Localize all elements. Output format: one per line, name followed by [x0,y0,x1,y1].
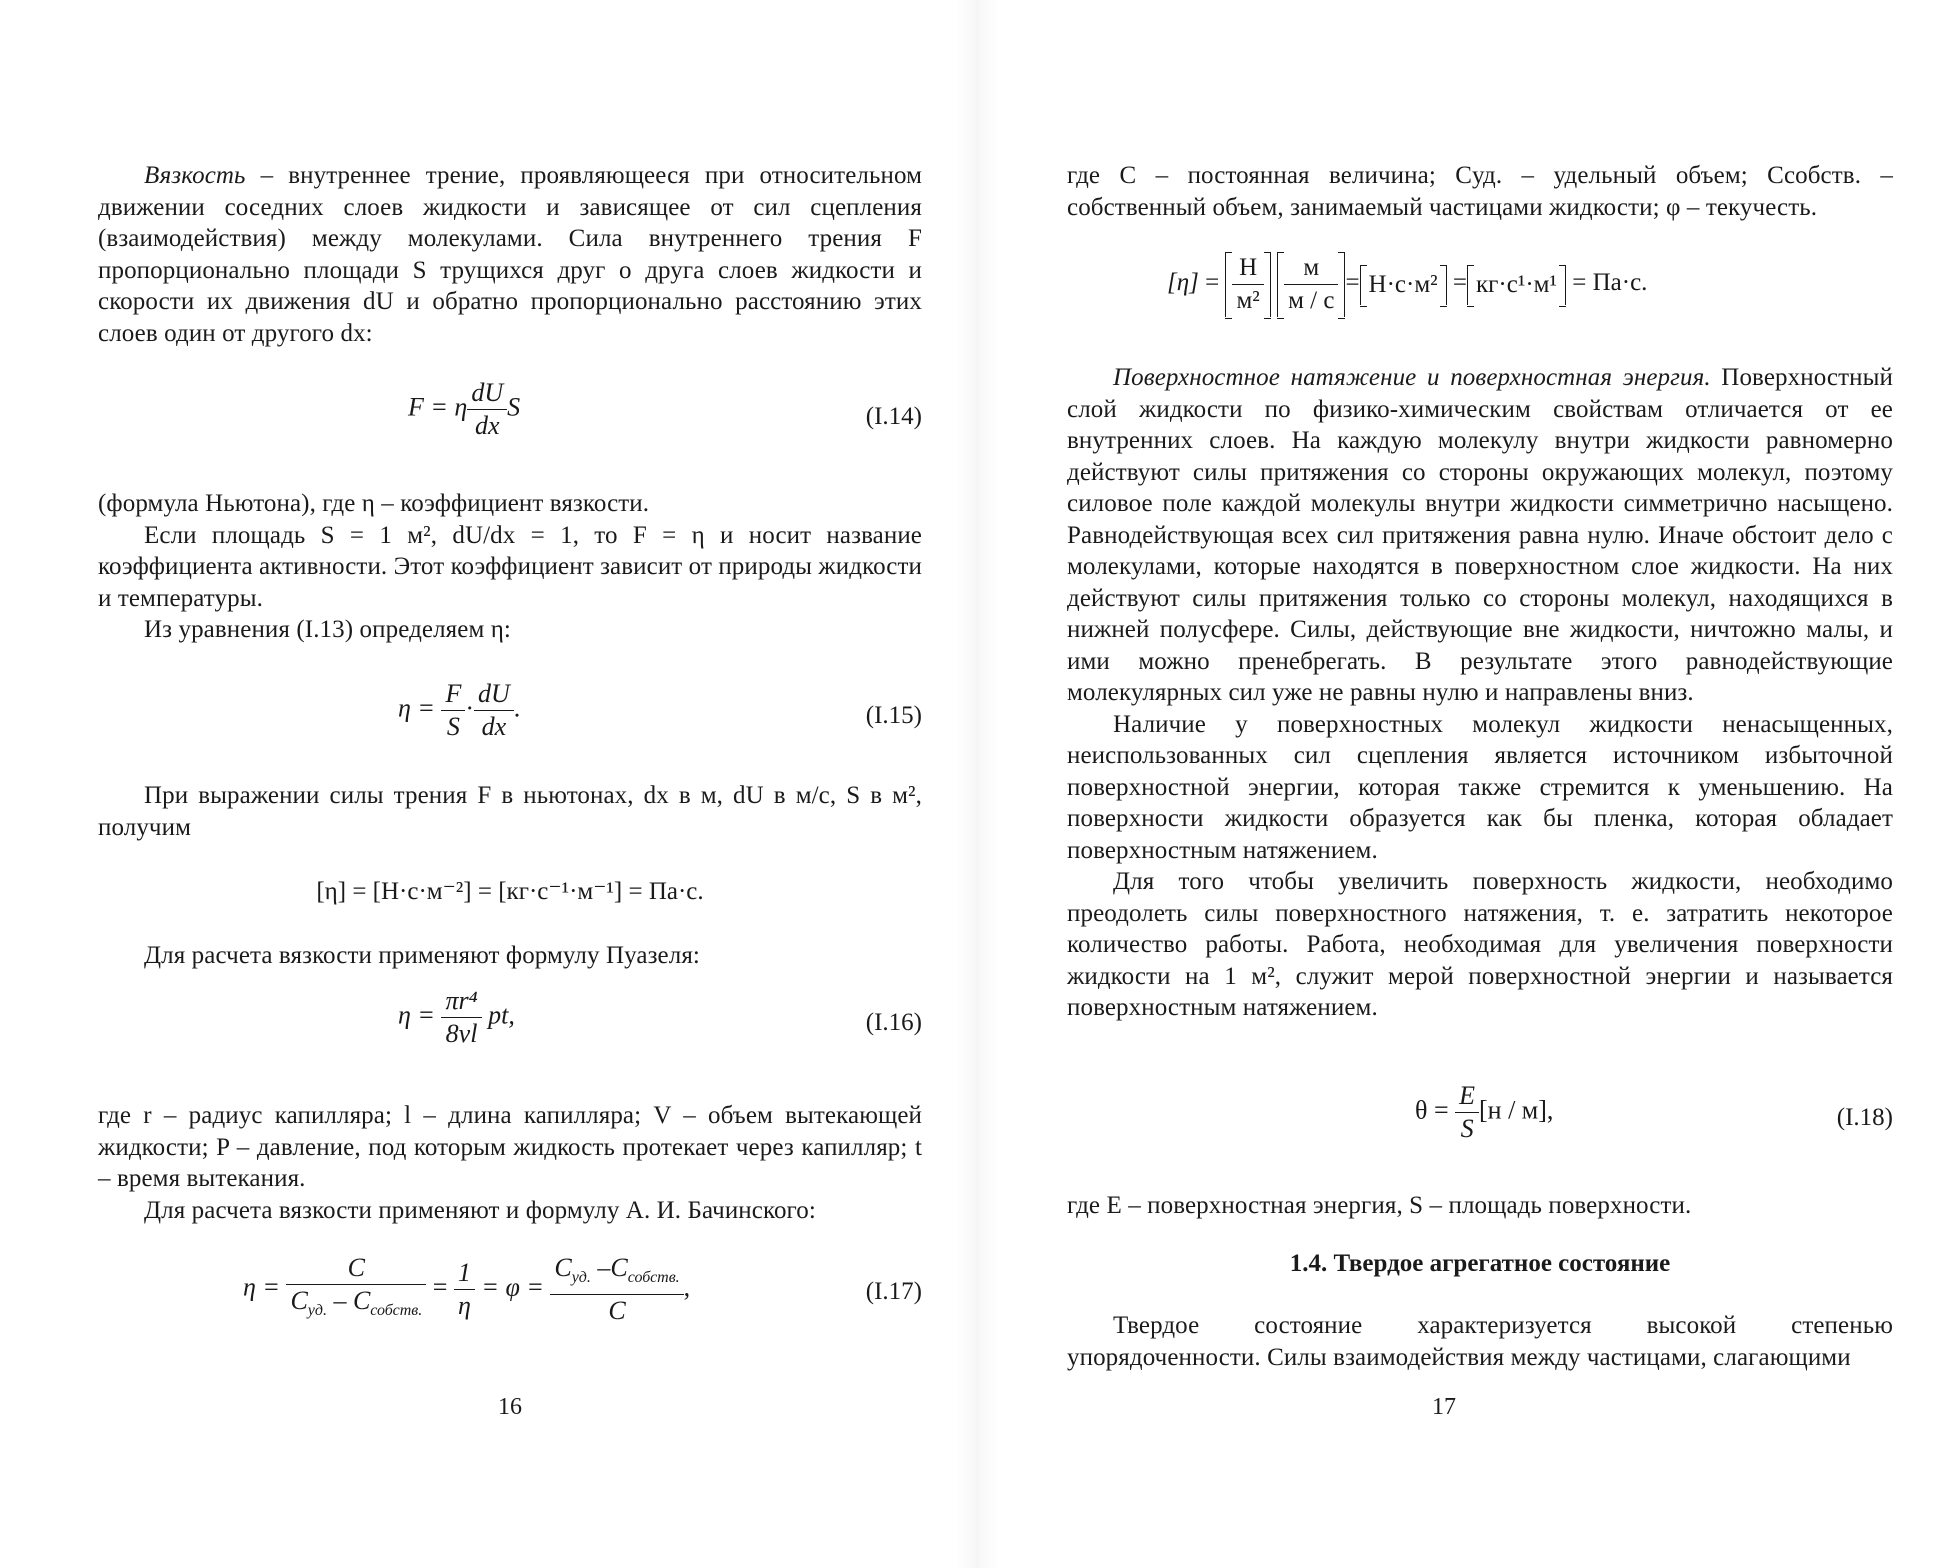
eq16-lhs: η = [398,1000,435,1030]
units-equals-4: = [1572,269,1587,297]
section-title: 1.4. Твердое агрегатное состояние [1289,1250,1671,1277]
eq15-denominator-1: S [446,712,460,741]
eq17-phi: = φ = [481,1272,544,1302]
right-page [977,0,1954,1568]
units-fraction-2 [1277,252,1345,317]
surface-tension-paragraph [1067,362,1893,709]
from-equation-paragraph: Из уравнения (I.13) определяем η: [144,616,511,643]
eq14-lhs: F = η [408,392,468,422]
units-fraction-2-numerator: м [1284,252,1338,285]
constants-definition-paragraph: где C – постоянная величина; Cуд. – удельный объем; Cсобств. – собственный объем, занимаемый частицами жидкости; φ – текучесть. [1067,162,1893,221]
left-text-block-5 [98,1100,922,1226]
equation-i16 [98,985,922,1075]
eq14-label: (I.14) [865,403,922,430]
eq15-period: . [513,693,521,723]
surface-work-paragraph: Для того чтобы увеличить поверхность жидкости, необходимо преодолеть силы поверхностного натяжения, т. е. затратить некоторое количество работы. Работа, необходимая для увеличения поверхности жидкости на 1 м², служит мерой поверхностной энергии и называется поверхностным натяжением. [1067,868,1893,1021]
eq15-label: (I.15) [865,702,922,729]
units-rhs: Па·с. [1592,269,1648,297]
right-page-number: 17 [1432,1394,1456,1420]
equation-i18 [1067,1080,1893,1170]
units-equation-right [1067,252,1893,338]
section-heading-block [1067,1250,1893,1278]
eq14-denominator: dx [474,411,500,440]
eq15-numerator-1: F [441,678,465,711]
right-text-block-2 [1067,362,1893,1024]
energy-variables-paragraph: где E – поверхностная энергия, S – площадь поверхности. [1067,1192,1692,1219]
unsaturated-forces-paragraph: Наличие у поверхностных молекул жидкости ненасыщенных, неиспользованных сил сцепления является источником избыточной поверхностной энергии, которая также стремится к уменьшению. На поверхности жидкости образуется как бы пленка, которая обладает поверхностным натяжением. [1067,710,1893,864]
eq16-label: (I.16) [865,1009,922,1036]
left-text-block-2 [98,488,922,646]
poiseuille-variables-paragraph: где r – радиус капилляра; l – длина капилляра; V – объем вытекающей жидкости; P – давление, под которым жидкость протекает через капилляр; t – время вытекания. [98,1102,922,1192]
units-equation-text: [η] = [Н·с·м⁻²] = [кг·с⁻¹·м⁻¹] = Па·с. [316,878,704,905]
eq17-lhs: η = [243,1272,280,1302]
units-equation [98,876,922,916]
eq17-denominator-2: η [457,1291,471,1320]
eq16-numerator: πr⁴ [441,985,481,1018]
right-text-block-3 [1067,1190,1893,1222]
units-fraction-1-denominator: м² [1236,287,1260,314]
viscosity-term: Вязкость [144,162,246,189]
eq16-denominator: 8vl [445,1019,478,1048]
right-text-block-4 [1067,1310,1893,1373]
units-equals-1: = [1205,269,1220,297]
left-text-block-1 [98,160,922,349]
bachinsky-intro-paragraph: Для расчета вязкости применяют и формулу А. И. Бачинского: [144,1196,816,1224]
eq17-denominator-1: $C_{уд.} - C_{собств.}$ [290,1286,423,1319]
solid-state-paragraph: Твердое состояние характеризуется высокой степенью упорядоченности. Силы взаимодействия между частицами, слагающими [1067,1312,1893,1371]
eq15-lhs: η = [398,693,435,723]
eq18-rhs: [н / м], [1479,1095,1554,1125]
equation-i14 [98,377,922,467]
poiseuille-intro-paragraph: Для расчета вязкости применяют формулу Пуазеля: [144,942,700,969]
units-fraction-2-denominator: м / с [1288,287,1335,314]
equation-i17 [98,1252,922,1352]
eq18-label: (I.18) [1836,1104,1893,1131]
eq14-rhs: S [507,392,521,422]
surface-tension-text: Поверхностный слой жидкости по физико-химическим свойствам отличается от ее внутренних слоев. На каждую молекулу внутри жидкости равномерно действуют силы притяжения со стороны окружающих молекул, поэтому силовое поле каждой молекулы внутри жидкости симметрично насыщено. Равнодействующая всех сил притяжения равна нулю. Иначе обстоит дело с молекулами, которые находятся в поверхностном слое жидкости. На них действуют силы притяжения только со стороны молекул, находящихся в нижней полусфере. Силы, действующие вне жидкости, ничтожно малы, и ими можно пренебрегать. В результате этого равнодействующие молекулярных сил уже не равны нулю и направлены вниз. [1067,364,1893,706]
units-fraction-1-numerator: Н [1232,252,1263,285]
viscosity-definition-paragraph [98,160,922,349]
eq17-numerator-3: $C_{уд.}$ $-C_{собств.}$ [550,1252,683,1295]
activity-coefficient-paragraph: Если площадь S = 1 м², dU/dx = 1, то F = η и носит название коэффициента активности. Этот коэффициент зависит от природы жидкости и температуры. [98,521,923,612]
units-equals-2: = [1345,269,1360,297]
eq17-equals-1: = [432,1272,448,1302]
units-lhs: [η] [1167,269,1199,297]
units-bracket-1: Н·с·м² [1360,265,1447,305]
eq17-comma: , [683,1272,691,1302]
equation-i15 [98,678,922,768]
eq15-numerator-2: dU [474,678,514,711]
viscosity-definition-text: – внутреннее трение, проявляющееся при относительном движении соседних слоев жидкости и зависящее от сил сцепления (взаимодействия) между молекулами. Сила внутреннего трения F пропорционально площади S трущихся друг о друга слоев жидкости и скорости их движения dU и обратно пропорционально расстоянию этих слоев один от другого dx: [98,162,922,347]
eq17-label: (I.17) [865,1278,922,1305]
units-equals-3: = [1452,269,1468,297]
eq15-dot: · [465,693,475,723]
left-text-block-4 [98,940,922,972]
left-page-number: 16 [498,1394,522,1420]
eq18-numerator: E [1455,1080,1479,1113]
right-text-block-1 [1067,160,1893,223]
eq18-lhs: θ = [1415,1095,1449,1125]
surface-tension-term: Поверхностное натяжение и поверхностная энергия. [1113,364,1711,391]
units-fraction-1 [1225,252,1270,317]
units-paragraph: При выражении силы трения F в ньютонах, dx в м, dU в м/с, S в м², получим [98,782,922,841]
eq17-denominator-3: C [608,1296,626,1325]
eq17-numerator-1: C [286,1252,426,1285]
eq17-numerator-2: 1 [454,1257,475,1290]
units-bracket-2: кг·с¹·м¹ [1467,265,1566,305]
left-text-block-3 [98,780,922,843]
newton-formula-paragraph: (формула Ньютона), где η – коэффициент вязкости. [98,490,650,517]
eq15-denominator-2: dx [481,712,507,741]
eq18-denominator: S [1460,1114,1474,1143]
eq16-rhs: pt, [488,1000,515,1030]
eq14-numerator: dU [467,377,507,410]
